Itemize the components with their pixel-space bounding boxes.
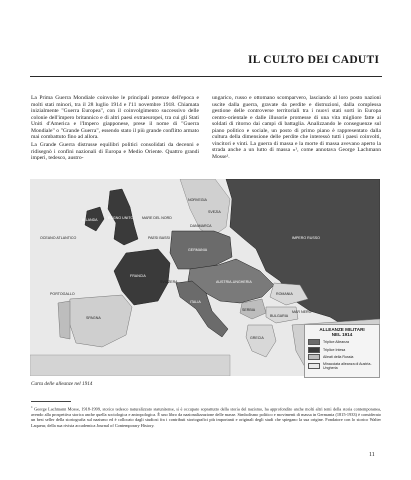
legend-item [308, 347, 379, 353]
legend-swatch [308, 339, 320, 345]
footnote-rule [31, 401, 71, 402]
legend-swatch [308, 347, 320, 353]
map-caption: Carta delle alleanze nel 1914 [31, 381, 93, 387]
africa-region [30, 355, 230, 376]
legend-swatch [308, 354, 320, 360]
title-rule [30, 76, 382, 77]
body-column-right [212, 95, 381, 162]
legend-label: Minacciata alleanza di Austria-Ungheria [323, 362, 372, 371]
netherlands-label: PAESI BASSI [148, 236, 170, 240]
portugal-region [58, 301, 70, 339]
legend-item [308, 354, 379, 360]
ocean-label: OCEANO ATLANTICO [40, 236, 77, 240]
spain-label: SPAGNA [86, 316, 101, 320]
legend-item [308, 339, 379, 345]
switzerland-label: SVIZZERA [160, 280, 178, 284]
legend-title-line2: NEL 1914 [331, 332, 353, 338]
norway-label: NORVEGIA [188, 198, 207, 202]
legend-title [305, 327, 379, 337]
legend-label: Alleati della Russia [323, 355, 354, 360]
sweden-label: SVEZIA [208, 210, 221, 214]
portugal-label: PORTOGALLO [50, 292, 75, 296]
paragraph: La Grande Guerra distrusse equilibri politici consolidati da decenni e ridisegnò i confini nazionali di Europa e Medio Oriente. Quattro grandi imperi, tedesco, austro- [31, 142, 199, 162]
body-column-left [31, 95, 199, 163]
romania-label: ROMANIA [276, 292, 293, 296]
paragraph: ungarico, russo e ottomano scomparvero, lasciando al loro posto nazioni uscite dalla guerra, gravate da perdite e distruzioni, dalla complessa gestione delle controverse territoriali tra i nuovi stati sorti in Europa centro-orientale e dalle illusorie promesse di una vita migliore fatte ai soldati di ritorno dai campi di battaglia. Analizzando le conseguenze sul piano politico e sociale, un posto di primo piano è rappresentato dalla cultura della dimensione delle perdite che interessò tutti i paesi coinvolti, vincitori e vinti. La guerra di massa e la morte di massa avevano aperto la strada anche a un lutto di massa »¹, come annotava George Lachmann Mosse¹. [212, 95, 381, 160]
legend-title-line1: ALLEANZE MILITARI [319, 327, 365, 332]
ireland-label: IRLANDA [82, 218, 98, 222]
page-title: IL CULTO DEI CADUTI [248, 54, 380, 66]
russia-label: IMPERO RUSSO [292, 236, 320, 240]
map-legend [304, 324, 380, 378]
germany-label: GERMANIA [188, 248, 208, 252]
north-sea-label: MARE DEL NORD [142, 216, 172, 220]
paragraph: La Prima Guerra Mondiale coinvolse le principali potenze dell'epoca e molti stati minori, tra il 28 luglio 1914 e l'11 novembre 1918. Chiamata inizialmente "Guerra Europea", con il coinvolgimento successivo delle colonie dell'impero britannico e di altri paesi extraeuropei, tra cui gli Stati Uniti d'America e l'Impero giapponese, prese il nome di "Guerra Mondiale" o "Grande Guerra", essendo stato il più grande conflitto armato mai combattuto fino ad allora. [31, 95, 199, 141]
serbia-label: SERBIA [242, 308, 256, 312]
bulgaria-label: BULGARIA [270, 314, 289, 318]
denmark-label: DANIMARCA [190, 224, 212, 228]
italy-label: ITALIA [190, 300, 201, 304]
legend-label: Triplice Alleanza [323, 340, 350, 345]
page-number: 11 [369, 452, 375, 458]
greece-label: GRECIA [250, 336, 264, 340]
legend-label: Triplice Intesa [323, 347, 346, 352]
footnote [31, 405, 381, 428]
legend-item [308, 362, 379, 370]
france-label: FRANCIA [130, 274, 146, 278]
footnote-marker: 1 [31, 405, 33, 409]
austria-hungary-label: AUSTRIA-UNGHERIA [216, 280, 252, 284]
footnote-text: George Lachmann Mosse, 1918-1999, storico tedesco naturalizzato statunitense, si è occupato soprattutto della storia del nazismo, ha approfondito anche molti altri temi della storia contemporanea, avendo alla prospettiva storica anche quella sociologica e antropologica. È uno libro da nazionalizzazione delle masse. Simbolismo politico e movimenti di massa in Germania (1815-1933) è considerato un best seller della storiografia sul nazismo ed è collocato dagli studiosi fra i contributi storiografici più importanti e originali degli studi che spiegano la sua origine. Fondatore con lo storico Walter Laqueur, della sua rivista accademica Journal of Contemporary History. [31, 406, 381, 428]
uk-label: REGNO UNITO [108, 216, 134, 220]
black-sea-label: MAR NERO [292, 310, 312, 314]
legend-swatch [308, 363, 320, 369]
